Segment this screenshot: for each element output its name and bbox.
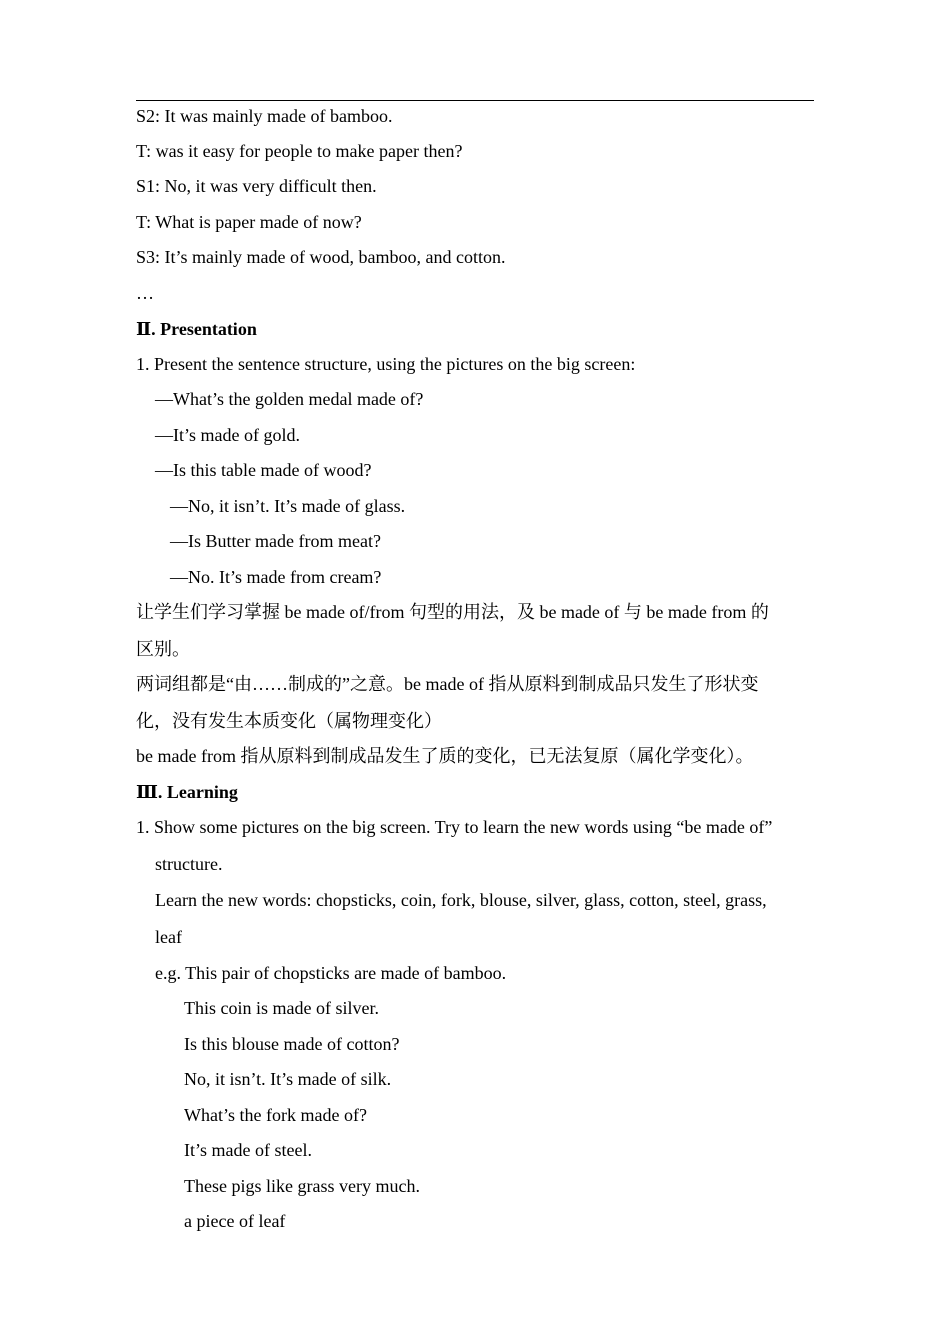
example-line: e.g. This pair of chopsticks are made of bamboo. xyxy=(155,963,507,983)
note-line: 两词组都是“由……制成的”之意。be made of 指从原料到制成品只发生了形状变 xyxy=(136,674,759,694)
dialogue-line: S1: No, it was very difficult then. xyxy=(136,176,377,196)
list-item-continuation: structure. xyxy=(155,854,223,874)
example-sentence: This coin is made of silver. xyxy=(184,998,379,1018)
dialogue-line: T: was it easy for people to make paper then? xyxy=(136,141,463,161)
example-sentence: Is this blouse made of cotton? xyxy=(184,1034,400,1054)
example-line: —Is this table made of wood? xyxy=(155,460,372,480)
dialogue-line: S3: It’s mainly made of wood, bamboo, and cotton. xyxy=(136,247,506,267)
header-rule xyxy=(136,100,814,101)
example-line: —No, it isn’t. It’s made of glass. xyxy=(170,496,406,516)
note-line: 化，没有发生本质变化（属物理变化） xyxy=(136,711,442,731)
new-words-line: Learn the new words: chopsticks, coin, fork, blouse, silver, glass, cotton, steel, grass, xyxy=(155,890,767,910)
ellipsis: … xyxy=(136,283,154,303)
dialogue-line: S2: It was mainly made of bamboo. xyxy=(136,106,393,126)
list-item: 1. Present the sentence structure, using the pictures on the big screen: xyxy=(136,354,636,374)
list-item: 1. Show some pictures on the big screen. Try to learn the new words using “be made of” xyxy=(136,817,773,837)
example-line: —What’s the golden medal made of? xyxy=(155,389,424,409)
example-line: —No. It’s made from cream? xyxy=(170,567,382,587)
example-line: —Is Butter made from meat? xyxy=(170,531,381,551)
example-sentence: It’s made of steel. xyxy=(184,1140,312,1160)
note-line: be made from 指从原料到制成品发生了质的变化，已无法复原（属化学变化）。 xyxy=(136,746,754,766)
section-heading: Ⅱ. Presentation xyxy=(136,319,257,339)
note-line: 让学生们学习掌握 be made of/from 句型的用法，及 be made of 与 be made from 的 xyxy=(136,602,769,622)
example-sentence: a piece of leaf xyxy=(184,1211,286,1231)
example-sentence: What’s the fork made of? xyxy=(184,1105,367,1125)
note-line: 区别。 xyxy=(136,639,190,659)
example-sentence: These pigs like grass very much. xyxy=(184,1176,420,1196)
new-words-line: leaf xyxy=(155,927,182,947)
dialogue-line: T: What is paper made of now? xyxy=(136,212,362,232)
example-sentence: No, it isn’t. It’s made of silk. xyxy=(184,1069,392,1089)
section-heading: Ⅲ. Learning xyxy=(136,782,238,802)
example-line: —It’s made of gold. xyxy=(155,425,300,445)
